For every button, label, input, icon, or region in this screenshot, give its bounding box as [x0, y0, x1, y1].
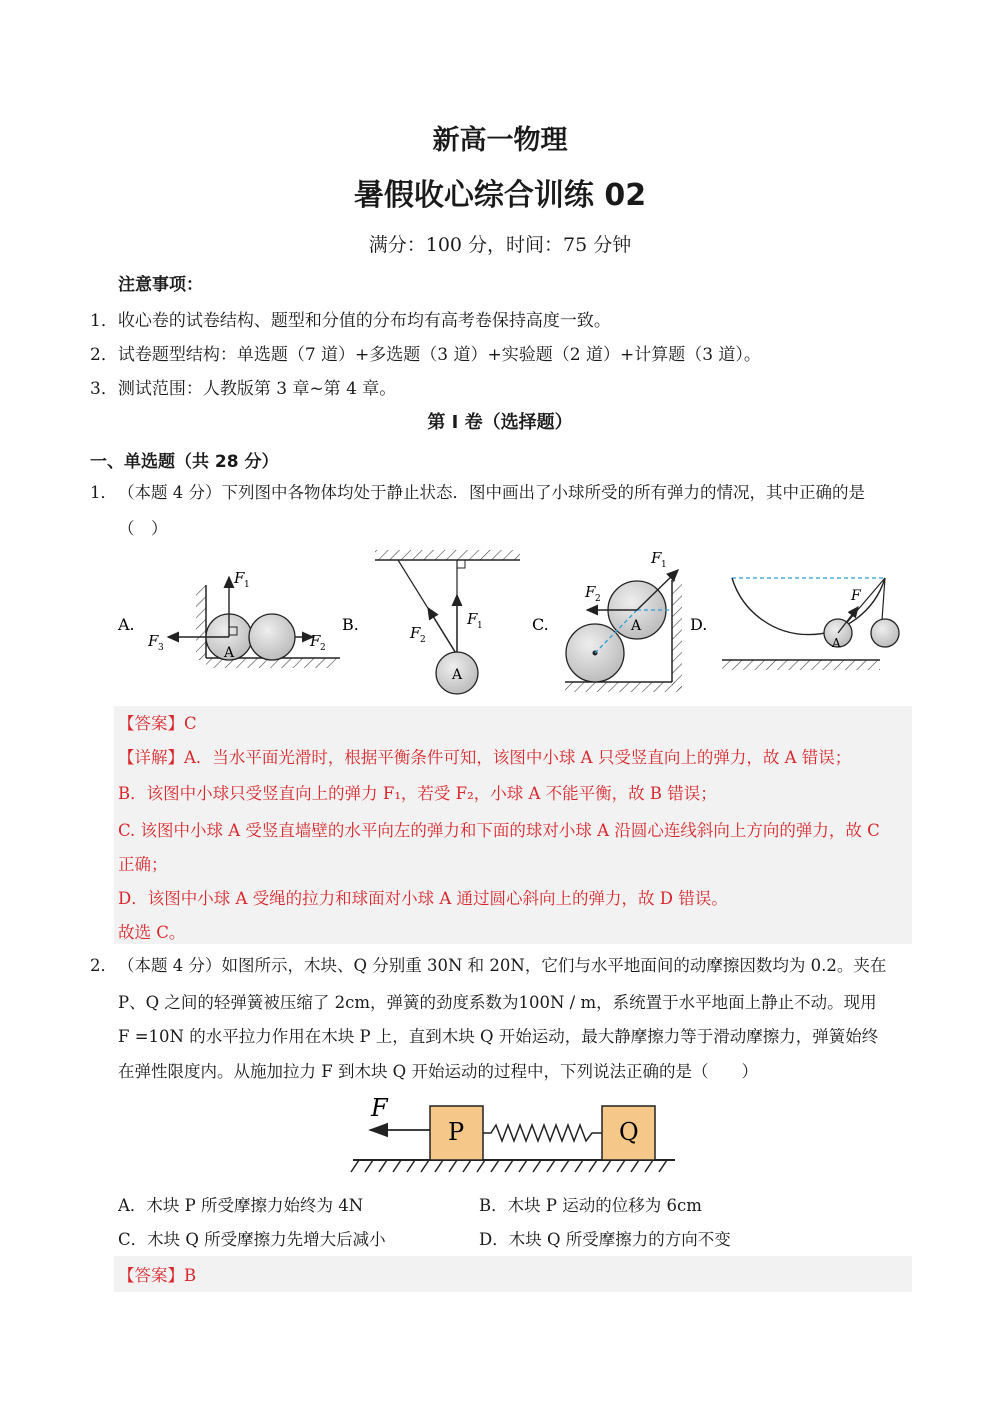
q2-stem-line-4: 在弹性限度内。从施加拉力 F 到木块 Q 开始运动的过程中，下列说法正确的是（ ） [118, 1062, 758, 1081]
q1-detail-line-3: C. 该图中小球 A 受竖直墙壁的水平向左的弹力和下面的球对小球 A 沿圆心连线斜向上方向的弹力，故 C [118, 821, 880, 840]
q1-detail-line-4: 正确； [118, 855, 168, 874]
figure-c-f2-sub: 2 [595, 594, 601, 604]
figure-d-label: D. [690, 615, 708, 634]
figure-c-f1-sub: 1 [661, 560, 667, 570]
q2-stem-line-1 [90, 954, 886, 978]
figure-b-ball: A [452, 667, 463, 683]
figure-c-ball: A [631, 618, 642, 634]
spring [483, 1125, 602, 1141]
q2-figure-force: F [371, 1094, 388, 1122]
note-item-1: 1．收心卷的试卷结构、题型和分值的分布均有高考卷保持高度一致。 [90, 311, 611, 331]
paper-title: 暑假收心综合训练 02 [353, 178, 647, 213]
figure-a-f2: F [310, 632, 321, 650]
figure-a-f2-sub: 2 [320, 643, 326, 653]
q2-option-d[interactable]: D．木块 Q 所受摩擦力的方向不变 [479, 1230, 731, 1249]
figure-b-f2: F [410, 624, 421, 642]
figure-a-f1-sub: 1 [244, 580, 250, 590]
q1-detail-line-2: B．该图中小球只受竖直向上的弹力 F₁，若受 F₂，小球 A 不能平衡，故 B 错误； [118, 784, 717, 803]
q2-figure-q: Q [619, 1118, 639, 1146]
q2-option-a[interactable]: A．木块 P 所受摩擦力始终为 4N [118, 1196, 364, 1215]
q1-detail-line-1: 【详解】A．当水平面光滑时，根据平衡条件可知，该图中小球 A 只受竖直向上的弹力，故 A 错误； [118, 748, 852, 767]
q1-detail-line-6: 故选 C。 [118, 923, 186, 942]
q2-option-c[interactable]: C．木块 Q 所受摩擦力先增大后减小 [118, 1230, 386, 1249]
q2-answer-box [114, 1256, 912, 1292]
figure-a-label: A. [118, 615, 135, 634]
figure-a-ball: A [224, 645, 235, 661]
q2-stem-line-2: P、Q 之间的轻弹簧被压缩了 2cm，弹簧的劲度系数为100N / m，系统置于水平地面上静止不动。现用 [118, 993, 877, 1012]
figure-d-f: F [851, 588, 861, 604]
exam-meta: 满分：100 分，时间：75 分钟 [368, 234, 632, 256]
figure-b-f2-sub: 2 [420, 635, 426, 645]
figure-d [690, 578, 899, 670]
q2-stem-line-3: F =10N 的水平拉力作用在木块 P 上，直到木块 Q 开始运动，最大静摩擦力等于滑动摩擦力，弹簧始终 [118, 1027, 879, 1046]
figure-b-f1-sub: 1 [477, 621, 483, 631]
figure-a-f1: F [234, 569, 245, 587]
q2-number: 2． [90, 956, 117, 975]
q2-text-1: （本题 4 分）如图所示，木块、Q 分别重 30N 和 20N，它们与水平地面间的动摩擦因数均为 0.2。夹在 [118, 956, 887, 975]
q1-number: 1． [90, 483, 117, 502]
q1-stem [90, 481, 865, 505]
figure-b [342, 550, 520, 694]
figure-c-f1: F [651, 549, 662, 567]
q1-text: （本题 4 分）下列图中各物体均处于静止状态．图中画出了小球所受的所有弹力的情况，其中正确的是 [118, 483, 865, 502]
q2-answer: 【答案】B [118, 1266, 197, 1285]
q1-figures [110, 545, 910, 695]
figure-a-f3: F [148, 632, 159, 650]
figure-a [117, 569, 340, 668]
q2-figure [345, 1092, 685, 1177]
note-item-2: 2．试卷题型结构：单选题（7 道）+多选题（3 道）+实验题（2 道）+计算题（3 道）。 [90, 345, 761, 365]
subject-title: 新高一物理 [432, 125, 568, 156]
note-item-3: 3．测试范围：人教版第 3 章~第 4 章。 [90, 379, 397, 399]
q2-option-b[interactable]: B．木块 P 运动的位移为 6cm [479, 1196, 702, 1215]
figure-c [532, 549, 682, 692]
figure-c-f2: F [585, 583, 596, 601]
section-heading: 一、单选题（共 28 分） [90, 452, 279, 472]
figure-d-ball: A [832, 636, 841, 650]
q2-figure-p: P [448, 1118, 465, 1146]
q1-detail-line-5: D．该图中小球 A 受绳的拉力和球面对小球 A 通过圆心斜向上的弹力，故 D 错误。 [118, 889, 728, 908]
q1-blank: （ ） [118, 519, 168, 538]
volume-heading: 第 I 卷（选择题） [427, 412, 573, 433]
figure-c-label: C. [532, 615, 549, 634]
figure-b-label: B. [342, 615, 359, 634]
figure-b-f1: F [467, 610, 478, 628]
q1-answer: 【答案】C [118, 714, 197, 733]
figure-a-f3-sub: 3 [158, 643, 164, 653]
notes-title: 注意事项： [118, 275, 203, 295]
